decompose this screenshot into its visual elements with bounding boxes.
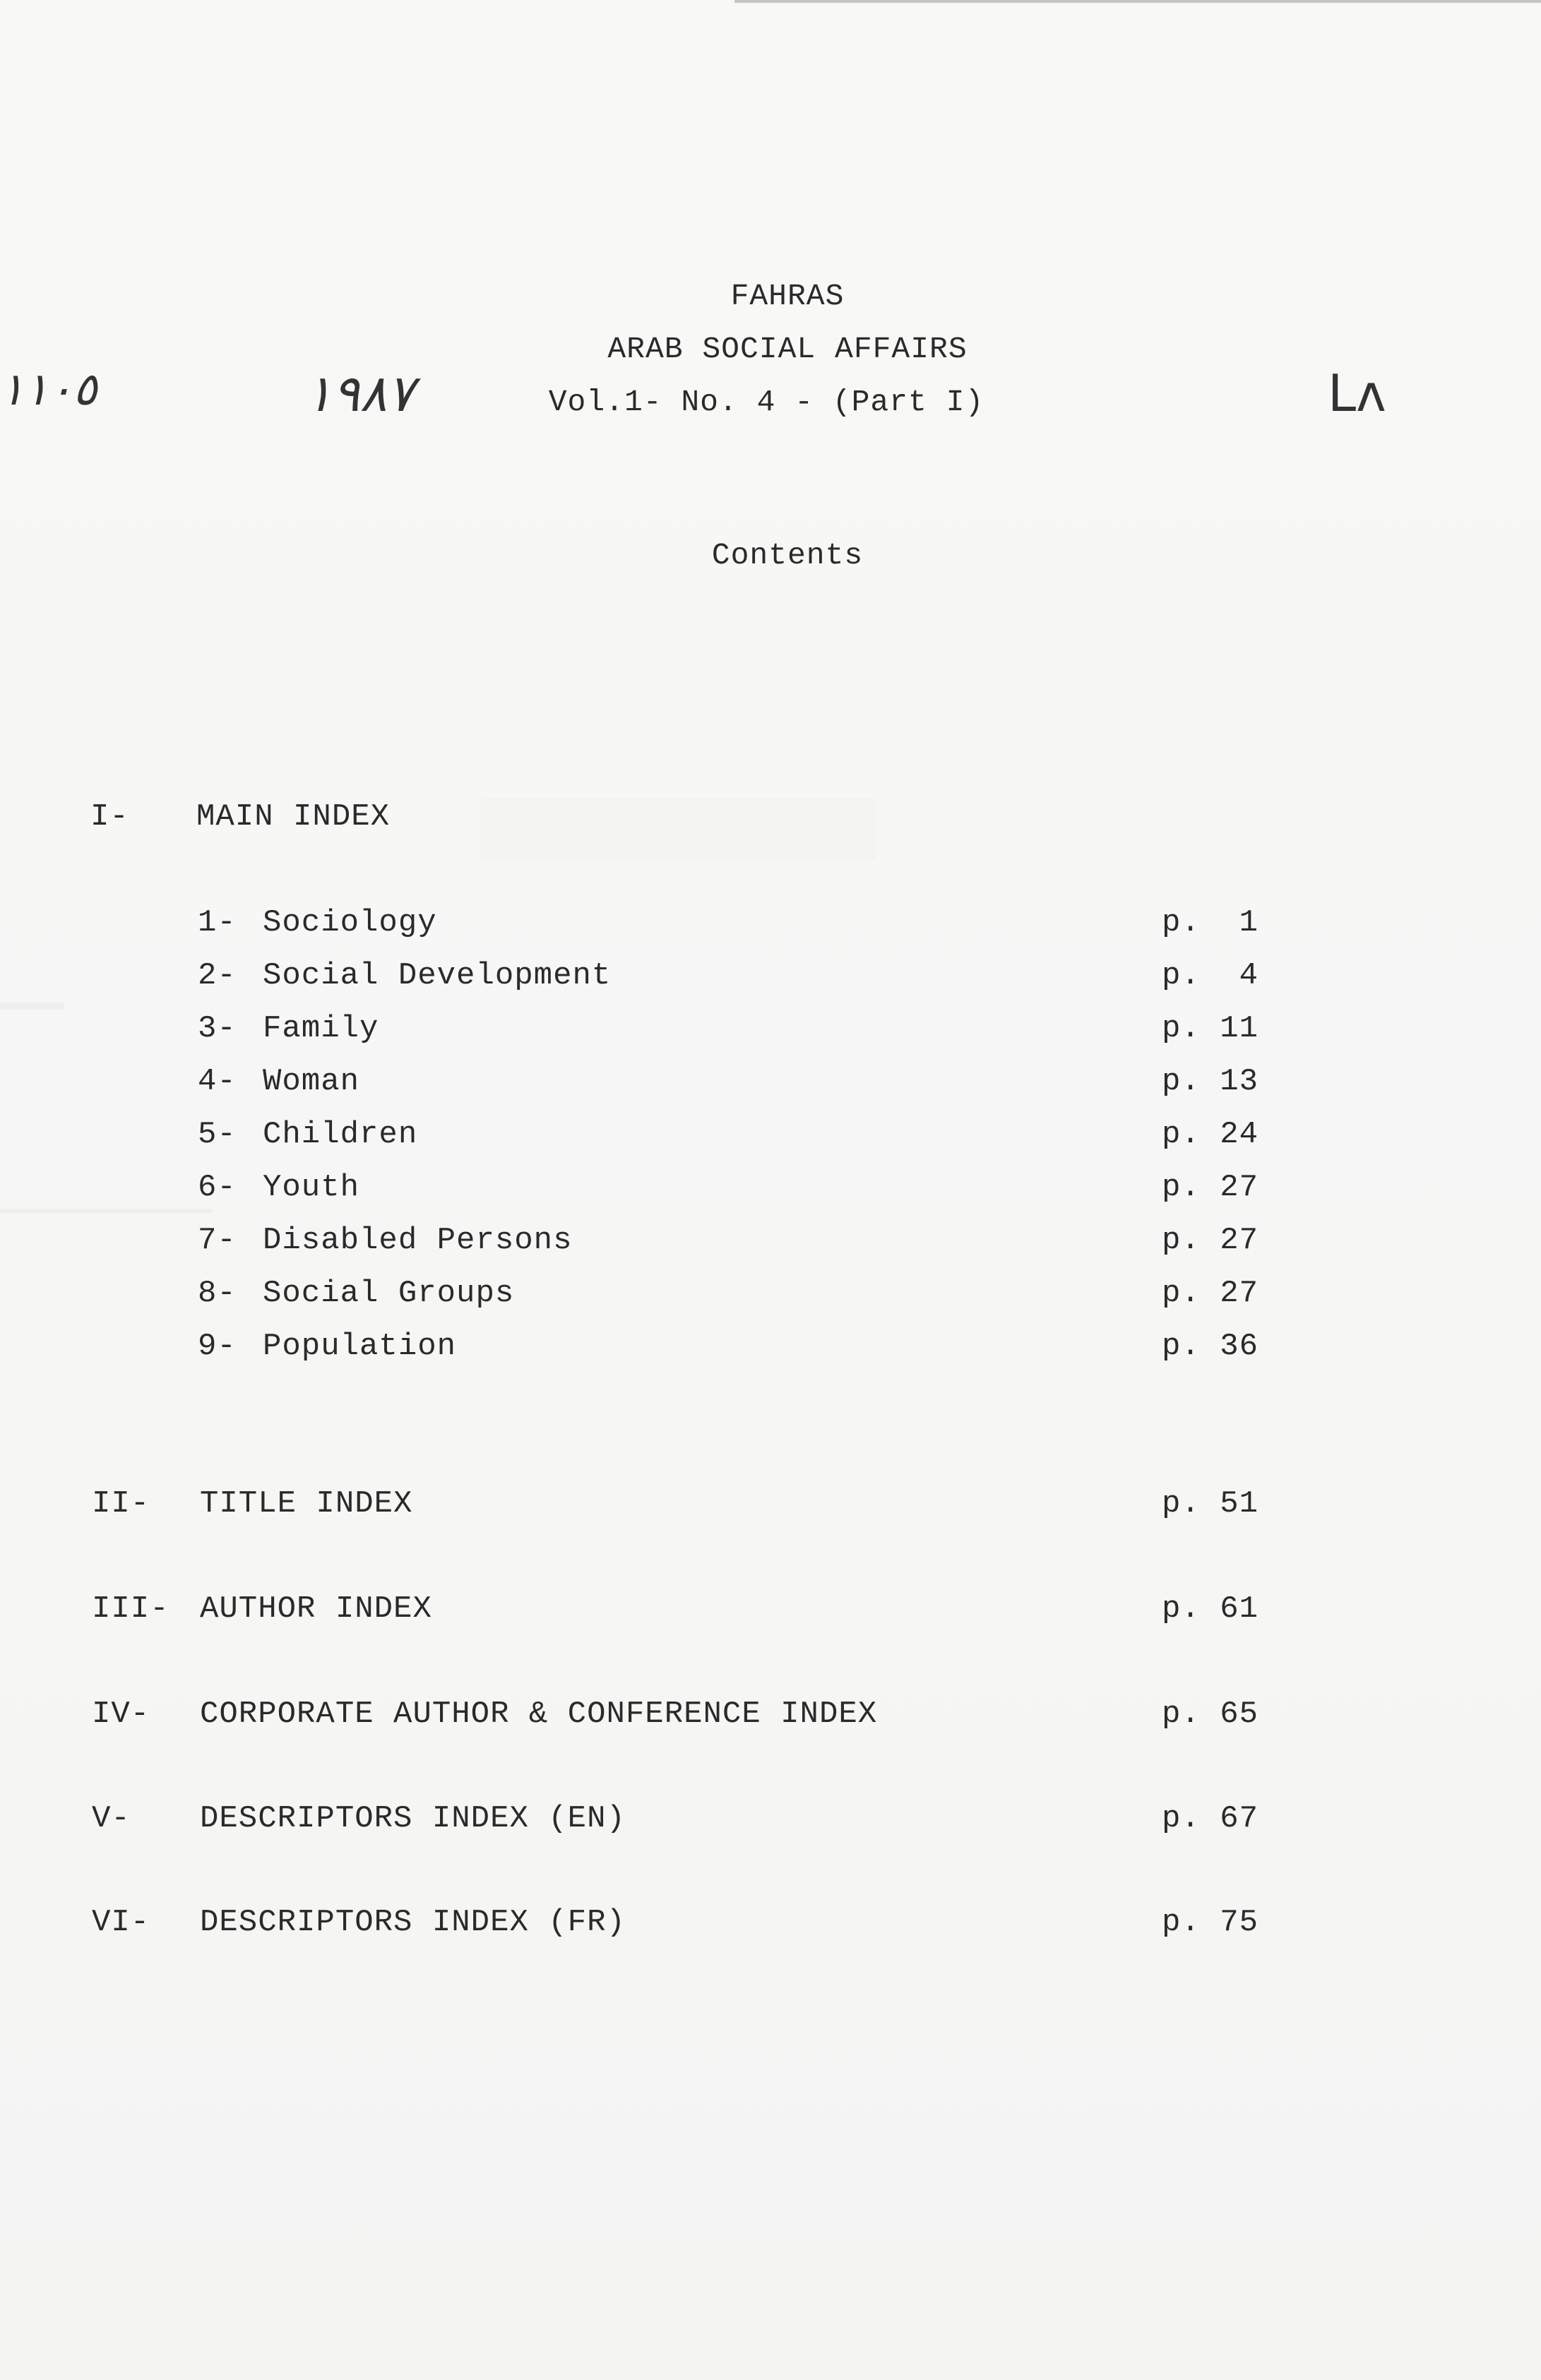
index-page: p. 61 bbox=[1162, 1591, 1259, 1627]
handwritten-mark: Lʌ bbox=[1328, 364, 1386, 423]
index-numeral: VI- bbox=[92, 1905, 150, 1940]
handwritten-code: ١١٠٥ bbox=[0, 364, 97, 416]
index-numeral: III- bbox=[92, 1591, 169, 1627]
main-index-numeral: I- bbox=[90, 799, 129, 835]
item-label: Social Groups bbox=[263, 1276, 515, 1311]
item-label: Social Development bbox=[263, 958, 612, 993]
index-numeral: IV- bbox=[92, 1697, 150, 1732]
main-index-label: MAIN INDEX bbox=[196, 799, 391, 835]
item-label: Population bbox=[263, 1329, 457, 1364]
item-number: 3- bbox=[198, 1011, 237, 1046]
index-page: p. 65 bbox=[1162, 1697, 1259, 1732]
item-page: p. 24 bbox=[1162, 1117, 1259, 1152]
index-page: p. 67 bbox=[1162, 1801, 1259, 1836]
item-label: Youth bbox=[263, 1170, 360, 1205]
item-number: 9- bbox=[198, 1329, 237, 1364]
item-label: Disabled Persons bbox=[263, 1223, 573, 1258]
item-page: p. 36 bbox=[1162, 1329, 1259, 1364]
item-label: Woman bbox=[263, 1064, 360, 1099]
index-label: TITLE INDEX bbox=[200, 1486, 413, 1521]
scan-smudge bbox=[480, 798, 876, 861]
item-page: p. 11 bbox=[1162, 1011, 1259, 1046]
item-number: 1- bbox=[198, 905, 237, 940]
item-page: p. 27 bbox=[1162, 1170, 1259, 1205]
item-number: 2- bbox=[198, 958, 237, 993]
item-label: Children bbox=[263, 1117, 418, 1152]
item-page: p. 27 bbox=[1162, 1223, 1259, 1258]
index-numeral: II- bbox=[92, 1486, 150, 1521]
scan-smudge bbox=[0, 1003, 64, 1010]
scan-edge-line bbox=[734, 0, 1541, 3]
item-number: 8- bbox=[198, 1276, 237, 1311]
item-number: 5- bbox=[198, 1117, 237, 1152]
index-page: p. 75 bbox=[1162, 1905, 1259, 1940]
item-number: 6- bbox=[198, 1170, 237, 1205]
journal-code: FAHRAS bbox=[730, 279, 845, 313]
index-page: p. 51 bbox=[1162, 1486, 1259, 1521]
item-label: Family bbox=[263, 1011, 379, 1046]
handwritten-year: ١٩٨٧ bbox=[305, 364, 415, 423]
item-label: Sociology bbox=[263, 905, 437, 940]
item-page: p. 13 bbox=[1162, 1064, 1259, 1099]
index-label: DESCRIPTORS INDEX (EN) bbox=[200, 1801, 626, 1836]
item-number: 4- bbox=[198, 1064, 237, 1099]
index-label: AUTHOR INDEX bbox=[200, 1591, 432, 1627]
scan-smudge bbox=[0, 1209, 212, 1213]
journal-volume: Vol.1- No. 4 - (Part I) bbox=[548, 385, 984, 419]
contents-heading: Contents bbox=[711, 538, 864, 573]
journal-title: ARAB SOCIAL AFFAIRS bbox=[607, 332, 968, 366]
item-number: 7- bbox=[198, 1223, 237, 1258]
item-page: p. 27 bbox=[1162, 1276, 1259, 1311]
item-page: p. 1 bbox=[1162, 905, 1259, 940]
index-numeral: V- bbox=[92, 1801, 131, 1836]
index-label: CORPORATE AUTHOR & CONFERENCE INDEX bbox=[200, 1697, 878, 1732]
item-page: p. 4 bbox=[1162, 958, 1259, 993]
index-label: DESCRIPTORS INDEX (FR) bbox=[200, 1905, 626, 1940]
